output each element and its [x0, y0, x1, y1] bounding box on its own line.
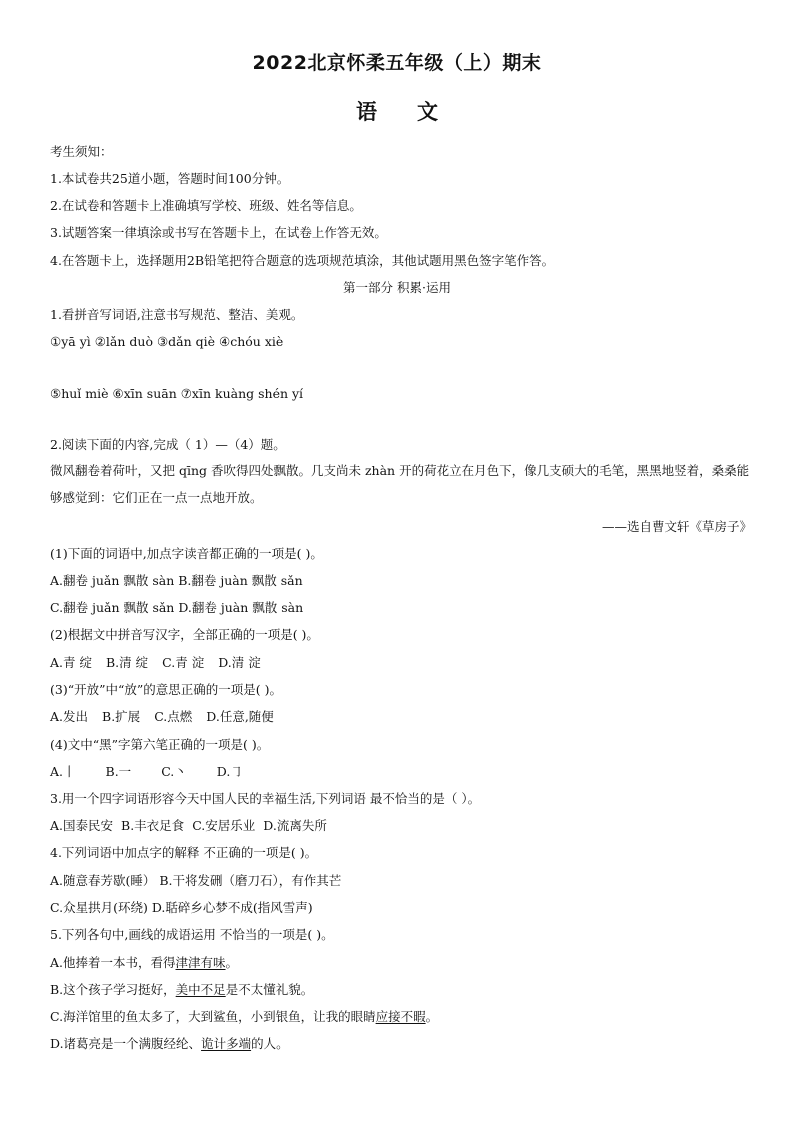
question-options-row — [50, 818, 341, 834]
option-text: 。 — [225, 955, 239, 970]
underlined-idiom: 津津有味 — [175, 955, 226, 970]
option-a: A.丨 — [50, 764, 76, 779]
question-option: C.众星拱月(环绕) D.聒碎乡心梦不成(指风雪声) — [50, 900, 313, 915]
underlined-idiom: 美中不足 — [175, 982, 226, 997]
question-2-passage: 微风翻卷着荷叶，又把 qīng 香吹得四处飘散。几支尚未 zhàn 开的荷花立在月色下，像几支硕大的毛笔，黑黑地竖着，桑桑能够感觉到：它们正在一点一点地开放。 — [50, 463, 750, 505]
subject-title: 语文 — [356, 100, 478, 124]
option-text: 的人。 — [251, 1036, 289, 1051]
option-c: C.点燃 — [154, 709, 193, 724]
option-c: C.安居乐业 — [192, 818, 256, 833]
option-d: D.清 淀 — [218, 655, 261, 670]
exam-title: 2022北京怀柔五年级（上）期末 — [252, 52, 542, 74]
underlined-idiom: 诡计多端 — [201, 1036, 252, 1051]
option-text: 。 — [425, 1009, 439, 1024]
option-a: A.国泰民安 — [50, 818, 114, 833]
question-options-row — [50, 709, 288, 725]
question-1-pinyin-row: ①yā yì ②lǎn duò ③dǎn qiè ④chóu xiè — [50, 334, 284, 349]
notice-item: 1.本试卷共25道小题，答题时间100分钟。 — [50, 171, 290, 186]
question-2-stem: 2.阅读下面的内容,完成（ 1）—（4）题。 — [50, 437, 286, 452]
option-c: C.丶 — [161, 764, 187, 779]
question-2-sub-3: (3)“开放”中“放”的意思正确的一项是( )。 — [50, 682, 282, 697]
question-5-option-a — [50, 955, 238, 971]
passage-source: ——选自曹文轩《草房子》 — [601, 519, 752, 534]
question-5-option-c — [50, 1009, 438, 1025]
option-d: D.任意,随便 — [206, 709, 274, 724]
question-3-stem: 3.用一个四字词语形容今天中国人民的幸福生活,下列词语 最不恰当的是（ ）。 — [50, 791, 481, 806]
question-option: C.翻卷 juǎn 飘散 sǎn D.翻卷 juàn 飘散 sàn — [50, 600, 304, 615]
question-2-sub-2: (2)根据文中拼音写汉字，全部正确的一项是( )。 — [50, 627, 319, 642]
option-c: C.青 淀 — [162, 655, 205, 670]
option-b: B.一 — [105, 764, 132, 779]
question-option: A.翻卷 juǎn 飘散 sàn B.翻卷 juàn 飘散 sǎn — [50, 573, 303, 588]
section-heading: 第一部分 积累·运用 — [343, 280, 451, 295]
option-text: C.海洋馆里的鱼太多了，大到鲨鱼，小到银鱼，让我的眼睛 — [50, 1009, 376, 1024]
option-a: A.发出 — [50, 709, 89, 724]
question-1-pinyin-row: ⑤huǐ miè ⑥xīn suān ⑦xīn kuàng shén yí — [50, 386, 304, 401]
notice-item: 4.在答题卡上，选择题用2B铅笔把符合题意的选项规范填涂，其他试题用黑色签字笔作答。 — [50, 253, 555, 268]
notice-item: 3.试题答案一律填涂或书写在答题卡上，在试卷上作答无效。 — [50, 225, 387, 240]
option-a: A.青 绽 — [50, 655, 92, 670]
option-b: B.清 绽 — [105, 655, 149, 670]
option-d: D.流离失所 — [263, 818, 327, 833]
question-options-row — [50, 764, 257, 780]
notice-heading: 考生须知： — [50, 144, 113, 159]
option-text: D.诸葛亮是一个满腹经纶、 — [50, 1036, 202, 1051]
question-2-sub-4: (4)文中“黑”字第六笔正确的一项是( )。 — [50, 737, 270, 752]
option-d: D.㇆ — [216, 764, 243, 779]
option-text: A.他捧着一本书，看得 — [50, 955, 176, 970]
underlined-idiom: 应接不暇 — [375, 1009, 426, 1024]
question-option: A.随意春芳歇(睡） B.干将发硎（磨刀石），有作其芒 — [50, 873, 342, 888]
question-5-stem: 5.下列各句中,画线的成语运用 不恰当的一项是( )。 — [50, 927, 334, 942]
question-5-option-b — [50, 982, 313, 998]
question-5-option-d — [50, 1036, 289, 1052]
notice-item: 2.在试卷和答题卡上准确填写学校、班级、姓名等信息。 — [50, 198, 362, 213]
option-b: B.扩展 — [102, 709, 141, 724]
question-options-row — [50, 655, 275, 671]
question-4-stem: 4.下列词语中加点字的解释 不正确的一项是( )。 — [50, 845, 318, 860]
option-text: 是不太懂礼貌。 — [225, 982, 314, 997]
option-b: B.丰衣足食 — [121, 818, 185, 833]
option-text: B.这个孩子学习挺好， — [50, 982, 176, 997]
question-1-stem: 1.看拼音写词语,注意书写规范、整洁、美观。 — [50, 307, 304, 322]
question-2-sub-1: (1)下面的词语中,加点字读音都正确的一项是( )。 — [50, 546, 323, 561]
